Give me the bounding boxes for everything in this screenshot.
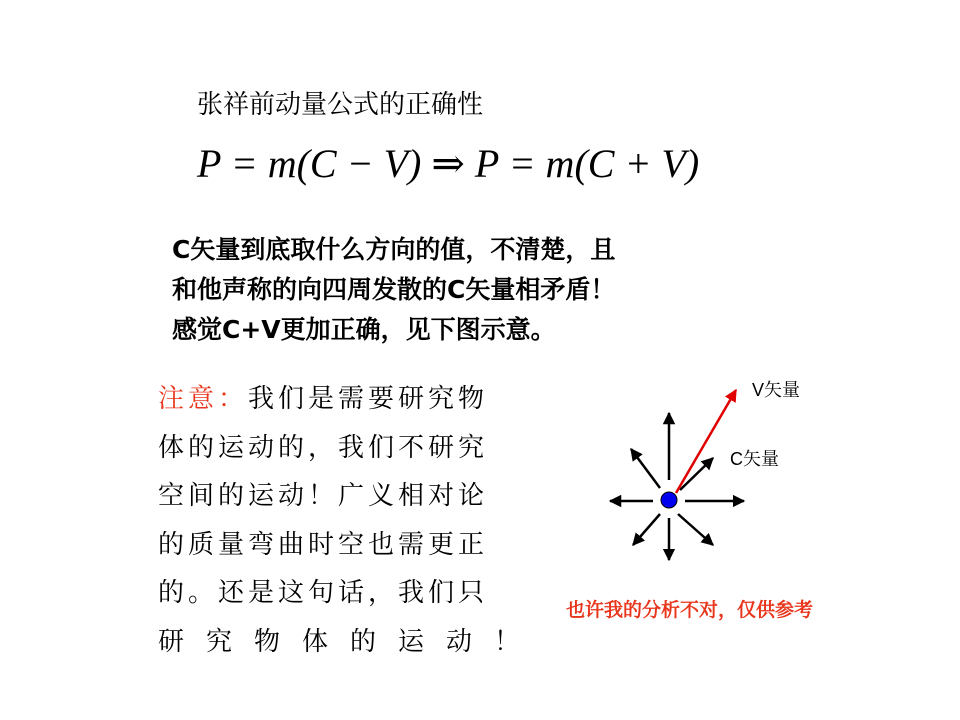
disclaimer: 也许我的分析不对，仅供参考 bbox=[566, 599, 814, 621]
c-arrow-ne bbox=[680, 458, 713, 490]
note-line: 的。还是这句话，我们只 bbox=[158, 578, 489, 608]
paragraph-line: C矢量到底取什么方向的值，不清楚，且 bbox=[172, 235, 616, 264]
note-label: 注意： bbox=[158, 384, 249, 414]
c-arrow-sw bbox=[633, 514, 660, 545]
c-arrow-se bbox=[678, 514, 713, 545]
c-vector-label: C矢量 bbox=[730, 449, 779, 469]
v-vector-label: V矢量 bbox=[752, 380, 801, 400]
note-line: 空间的运动！广义相对论 bbox=[158, 481, 489, 511]
note-line: 我们是需要研究物 bbox=[248, 384, 489, 414]
slide-title: 张祥前动量公式的正确性 bbox=[197, 90, 484, 120]
c-arrow-nw bbox=[631, 449, 660, 488]
note-line: 的质量弯曲时空也需更正 bbox=[158, 529, 489, 560]
paragraph-line: 和他声称的向四周发散的C矢量相矛盾！ bbox=[172, 275, 616, 304]
note-line: 体的运动的，我们不研究 bbox=[158, 432, 489, 463]
paragraph-line: 感觉C+V更加正确，见下图示意。 bbox=[172, 315, 556, 344]
v-arrow bbox=[676, 390, 736, 493]
note-line: 研究物体的运动！ bbox=[158, 626, 543, 657]
particle-dot bbox=[661, 492, 677, 508]
momentum-formula: P = m(C − V) ⇒ P = m(C + V) bbox=[197, 141, 700, 186]
